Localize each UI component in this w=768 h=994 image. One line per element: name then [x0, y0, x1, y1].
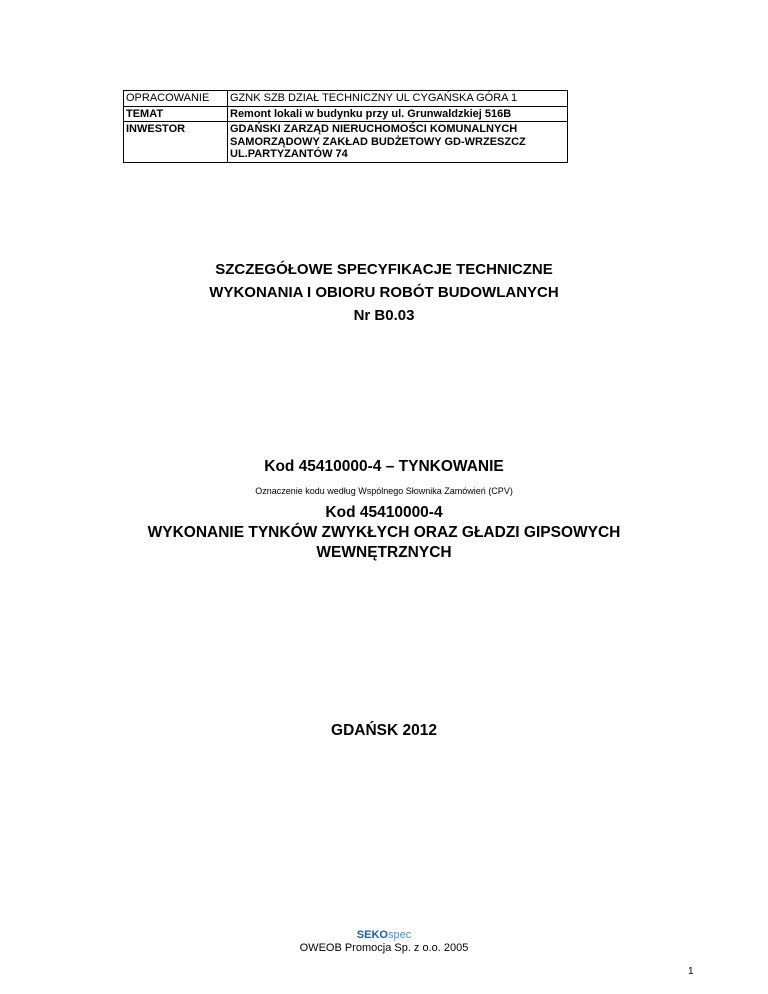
logo-text-part: spec — [387, 929, 412, 941]
info-row-opracowanie — [124, 91, 568, 107]
info-label: INWESTOR — [124, 122, 228, 163]
spec-number: Nr B0.03 — [353, 307, 415, 324]
info-value: GDAŃSKI ZARZĄD NIERUCHOMOŚCI KOMUNALNYCH SAMORZĄDOWY ZAKŁAD BUDŻETOWY GD-WRZESZCZ UL.PARTYZANTÓW 74 — [228, 122, 568, 163]
info-value: GZNK SZB DZIAŁ TECHNICZNY UL CYGAŃSKA GÓRA 1 — [228, 91, 568, 107]
cpv-code-heading: Kod 45410000-4 – TYNKOWANIE — [264, 458, 504, 475]
work-title-line: WEWNĘTRZNYCH — [316, 544, 452, 561]
info-value: Remont lokali w budynku przy ul. Grunwaldzkiej 516B — [228, 106, 568, 122]
info-label: TEMAT — [124, 106, 228, 122]
info-row-inwestor — [124, 122, 568, 163]
cpv-code-note: Oznaczenie kodu według Wspólnego Słownika Zamówień (CPV) — [255, 486, 513, 496]
page-number: 1 — [688, 966, 694, 977]
sub-code: Kod 45410000-4 — [325, 504, 443, 521]
place-date: GDAŃSK 2012 — [331, 722, 437, 739]
title-line: WYKONANIA I OBIORU ROBÓT BUDOWLANYCH — [209, 284, 559, 301]
sekospec-logo — [0, 929, 768, 941]
title-line: SZCZEGÓŁOWE SPECYFIKACJE TECHNICZNE — [215, 261, 553, 278]
info-label: OPRACOWANIE — [124, 91, 228, 107]
logo-text-part: SEKO — [356, 929, 388, 941]
work-description — [0, 503, 768, 563]
document-title — [0, 258, 768, 327]
document-info-table — [123, 90, 568, 163]
work-title-line: WYKONANIE TYNKÓW ZWYKŁYCH ORAZ GŁADZI GIPSOWYCH — [147, 524, 621, 541]
info-row-temat — [124, 106, 568, 122]
publisher-line: OWEOB Promocja Sp. z o.o. 2005 — [299, 942, 469, 954]
